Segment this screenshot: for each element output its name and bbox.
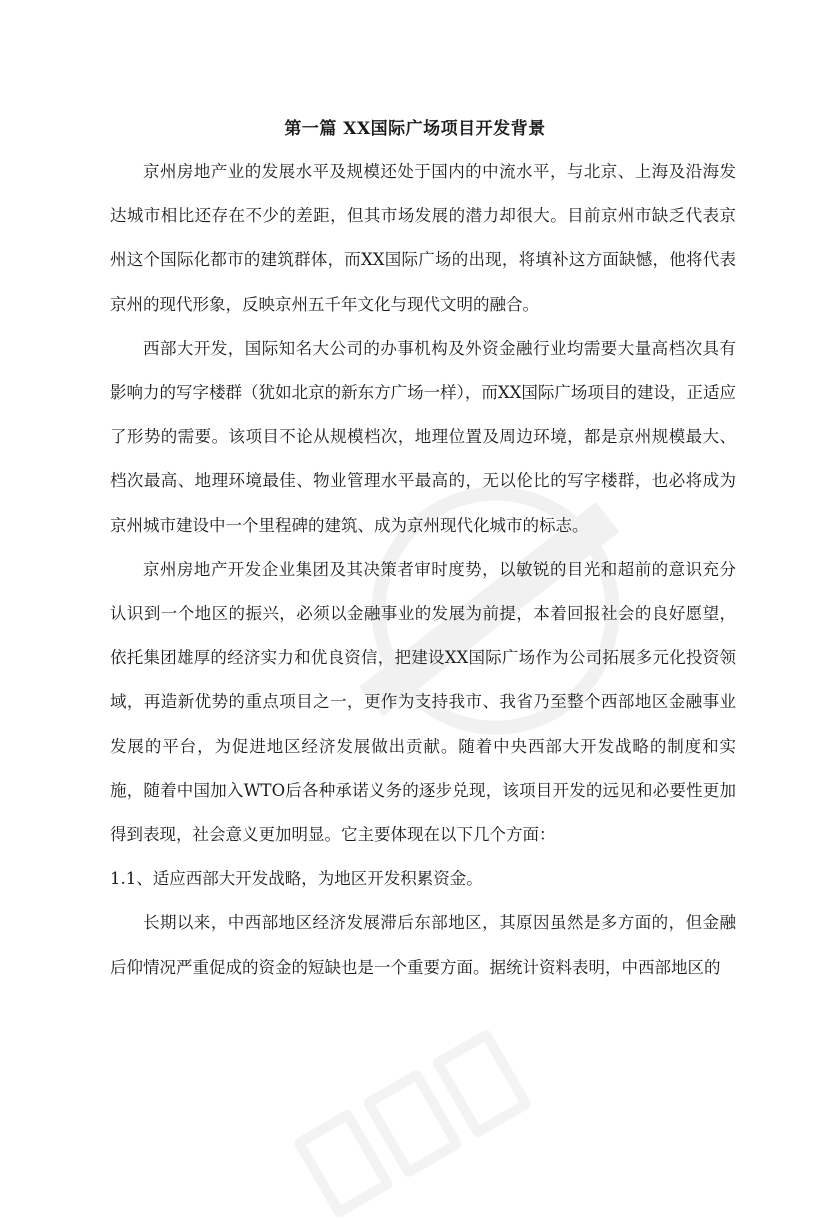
section-paragraph: 长期以来，中西部地区经济发展滞后东部地区，其原因虽然是多方面的，但金融后仰情况严重促成的资金的短缺也是一个重要方面。据统计资料表明，中西部地区的 bbox=[110, 913, 736, 977]
paragraph-3: 京州房地产开发企业集团及其决策者审时度势，以敏锐的目光和超前的意识充分认识到一个地区的振兴，必须以金融事业的发展为前提，本着回报社会的良好愿望，依托集团雄厚的经济实力和优良资信，把建设XX国际广场作为公司拓展多元化投资领域，再造新优势的重点项目之一，更作为支持我市、我省乃至整个西部地区金融事业发展的平台，为促进地区经济发展做出贡献。随着中央西部大开发战略的制度和实施，随着中国加入WTO后各种承诺义务的逐步兑现，该项目开发的远见和必要性更加得到表现，社会意义更加明显。它主要体现在以下几个方面： bbox=[110, 559, 736, 845]
watermark-block bbox=[362, 1068, 464, 1179]
paragraph-1: 京州房地产业的发展水平及规模还处于国内的中流水平，与北京、上海及沿海发达城市相比还存在不少的差距，但其市场发展的潜力却很大。目前京州市缺乏代表京州这个国际化都市的建筑群体，而XX国际广场的出现，将填补这方面缺憾，他将代表京州的现代形象，反映京州五千年文化与现代文明的融合。 bbox=[110, 162, 736, 314]
document-title: 第一篇 XX国际广场项目开发背景 bbox=[284, 119, 546, 139]
watermark-bottom-logo bbox=[292, 1031, 528, 1219]
section-heading: 1.1、适应西部大开发战略，为地区开发积累资金。 bbox=[110, 869, 483, 889]
watermark-block bbox=[431, 1028, 533, 1139]
paragraph-2: 西部大开发，国际知名大公司的办事机构及外资金融行业均需要大量高档次具有影响力的写字楼群（犹如北京的新东方广场一样），而XX国际广场项目的建设，正适应了形势的需要。该项目不论从规模档次，地理位置及周边环境，都是京州规模最大、档次最高、地理环境最佳、物业管理水平最高的，无以伦比的写字楼群，也必将成为京州城市建设中一个里程碑的建筑、成为京州现代化城市的标志。 bbox=[110, 338, 736, 535]
watermark-block bbox=[292, 1108, 394, 1219]
document-body bbox=[110, 150, 736, 990]
